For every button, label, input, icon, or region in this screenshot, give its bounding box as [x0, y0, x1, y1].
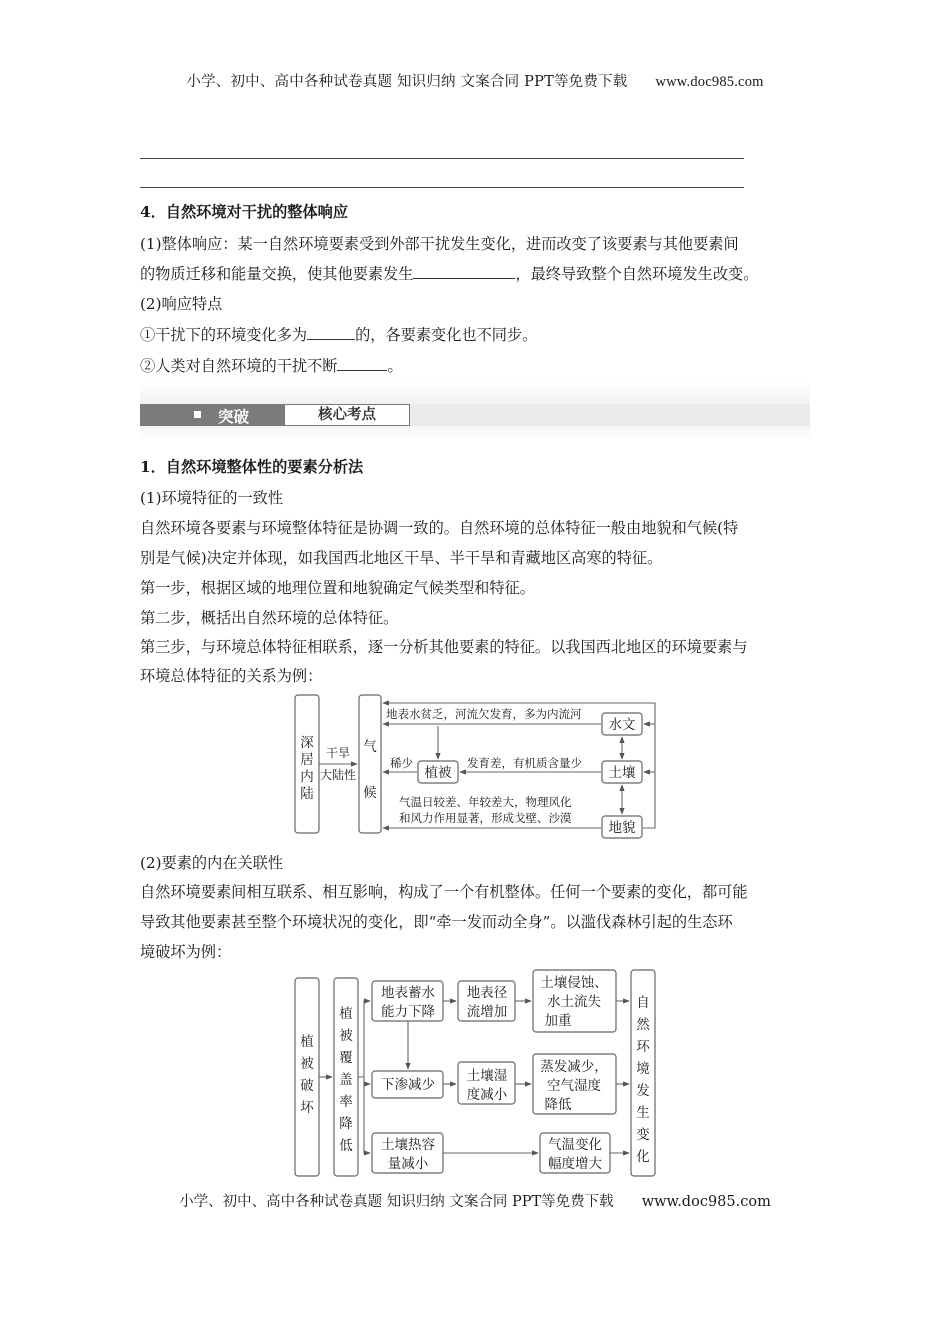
section1-para2-line3: 境破坏为例： [140, 943, 232, 961]
d2-c1-1: 土壤热容 [381, 1137, 435, 1153]
item4-p3 [140, 324, 537, 345]
section1-para1-line1: 自然环境各要素与环境整体特征是协调一致的。自然环境的总体特征一般由地貌和气候(特 [140, 519, 739, 537]
box-inland [295, 695, 319, 833]
hydro-label: 水文 [608, 717, 636, 733]
box-veg-destroy [295, 978, 319, 1176]
footer-text: 小学、初中、高中各种试卷真题 知识归纳 文案合同 PPT等免费下载 [179, 1194, 614, 1210]
box-erosion [533, 970, 616, 1032]
d2-a3-2: 水土流失 [547, 994, 601, 1010]
banner-right-label: 核心考点 [284, 404, 410, 426]
answer-line-2 [140, 187, 744, 188]
answer-line-1 [140, 158, 744, 159]
d2-b3-3: 降低 [544, 1097, 572, 1113]
d2-box2-6: 降 [339, 1116, 353, 1132]
item4-p2: (2)响应特点 [140, 295, 223, 313]
d2-a3-1: 土壤侵蚀、 [540, 975, 608, 991]
d2-a1-2: 能力下降 [381, 1004, 435, 1020]
item4-p4a: ②人类对自然环境的干扰不断 [140, 357, 338, 375]
d2-box2-2: 被 [339, 1028, 353, 1044]
section1-title: 1．自然环境整体性的要素分析法 [140, 458, 364, 476]
hydro-desc: 地表水贫乏，河流欠发育，多为内流河 [386, 707, 582, 721]
page-footer [0, 1190, 950, 1211]
d2-c1-2: 量减小 [387, 1156, 429, 1172]
d2-a1-1: 地表蓄水 [381, 985, 435, 1001]
d2-end-1: 自 [636, 995, 650, 1011]
header-text: 小学、初中、高中各种试卷真题 知识归纳 文案合同 PPT等免费下载 [186, 74, 628, 90]
box-temp-range [540, 1133, 610, 1173]
box-landform [602, 816, 642, 838]
box-humidity [533, 1054, 616, 1114]
arrow-label-dry: 干旱 [325, 746, 351, 760]
item4-p1-line2b: ，最终导致整个自然环境发生改变。 [515, 265, 759, 283]
section1-para2-line1: 自然环境要素间相互联系、相互影响，构成了一个有机整体。任何一个要素的变化，都可能 [140, 883, 748, 901]
d2-box2-1: 植 [339, 1006, 353, 1022]
d2-b2-1: 土壤湿 [466, 1068, 508, 1084]
arrow-outer-loop [383, 703, 655, 828]
box-runoff-increase [458, 981, 515, 1021]
d2-b2-2: 度减小 [466, 1087, 508, 1103]
landform-desc-2: 和风力作用显著，形成戈壁、沙漠 [399, 811, 572, 825]
d2-box1-4: 坏 [300, 1100, 314, 1116]
d2-arrow-2a [358, 1001, 370, 1077]
item4-p1-line2 [140, 263, 758, 284]
d2-a2-1: 地表径 [466, 985, 508, 1001]
soil-label: 土壤 [608, 765, 636, 781]
box-hydrology [602, 713, 642, 735]
section1-sub2: (2)要素的内在关联性 [140, 854, 284, 872]
box-heat-capacity [372, 1133, 443, 1173]
d2-a2-2: 流增加 [466, 1004, 508, 1020]
fill-blank-1[interactable] [413, 264, 515, 279]
d2-b3-1: 蒸发减少， [540, 1059, 608, 1075]
climate-char-1: 气 [363, 739, 377, 755]
section1-step2: 第二步，概括出自然环境的总体特征。 [140, 609, 399, 627]
landform-label: 地貌 [608, 820, 636, 836]
d2-box1-3: 破 [300, 1078, 314, 1094]
d2-c3-2: 幅度增大 [548, 1156, 602, 1172]
section1-step3-line1: 第三步，与环境总体特征相联系，逐一分析其他要素的特征。以我国西北地区的环境要素与 [140, 638, 748, 656]
box-storage-drop [372, 981, 443, 1021]
d2-box2-4: 盖 [339, 1072, 353, 1088]
d2-a3-3: 加重 [544, 1013, 572, 1029]
box-infiltration-drop [372, 1071, 443, 1098]
d2-b1-1: 下渗减少 [381, 1077, 435, 1093]
item4-title: 4．自然环境对干扰的整体响应 [140, 203, 349, 221]
d2-b3-2: 空气湿度 [547, 1078, 601, 1094]
d2-box2-3: 覆 [339, 1050, 353, 1066]
banner-dark-block [140, 404, 284, 426]
sparse-desc: 稀少 [390, 756, 413, 770]
item4-p4 [140, 355, 403, 376]
d2-box1-2: 被 [300, 1056, 314, 1072]
d2-box2-7: 低 [339, 1138, 353, 1154]
section-banner [140, 382, 810, 440]
d2-end-3: 环 [636, 1039, 650, 1055]
d2-end-2: 然 [636, 1017, 650, 1033]
item4-p1-line2a: 的物质迁移和能量交换，使其他要素发生 [140, 265, 414, 283]
item4-p3a: ①干扰下的环境变化多为 [140, 326, 308, 344]
box-coverage-drop [334, 978, 358, 1176]
section1-step1: 第一步，根据区域的地理位置和地貌确定气候类型和特征。 [140, 579, 535, 597]
section1-para1-line2: 别是气候)决定并体现，如我国西北地区干旱、半干旱和青藏地区高寒的特征。 [140, 549, 663, 567]
banner-left-label: 突破 [218, 408, 250, 426]
box-climate [359, 695, 381, 833]
item4-p4b: 。 [387, 357, 403, 375]
landform-desc-1: 气温日较差、年较差大，物理风化 [399, 795, 572, 809]
fill-blank-3[interactable] [337, 356, 387, 371]
item4-p3b: 的，各要素变化也不同步。 [355, 326, 538, 344]
d2-c3-1: 气温变化 [548, 1137, 602, 1153]
veg-label: 植被 [424, 765, 452, 781]
inland-char-3: 内 [300, 769, 314, 785]
section1-step3-line2: 环境总体特征的关系为例： [140, 667, 323, 685]
d2-box2-5: 率 [339, 1094, 353, 1110]
climate-char-2: 候 [363, 785, 377, 801]
d2-end-8: 化 [636, 1149, 650, 1165]
box-env-change [631, 970, 655, 1176]
inland-char-2: 居 [300, 752, 314, 768]
banner-square-icon [194, 411, 201, 418]
d2-box1-1: 植 [300, 1034, 314, 1050]
inland-char-4: 陆 [300, 786, 314, 802]
box-soil-moisture [458, 1062, 515, 1104]
header-url[interactable]: www.doc985.com [655, 74, 764, 90]
soil-desc: 发育差，有机质含量少 [467, 756, 582, 770]
box-vegetation [418, 761, 458, 783]
page-header [0, 70, 950, 91]
fill-blank-2[interactable] [307, 325, 355, 340]
d2-end-4: 境 [636, 1061, 650, 1077]
box-soil [602, 761, 642, 783]
d2-end-7: 变 [636, 1127, 650, 1143]
d2-end-5: 发 [636, 1083, 650, 1099]
inland-char-1: 深 [300, 735, 314, 751]
footer-url[interactable]: www.doc985.com [641, 1194, 771, 1210]
arrow-label-continental: 大陆性 [319, 768, 357, 782]
section1-sub1: (1)环境特征的一致性 [140, 489, 284, 507]
item4-p1-line1: (1)整体响应：某一自然环境要素受到外部干扰发生变化，进而改变了该要素与其他要素间 [140, 235, 739, 253]
section1-para2-line2: 导致其他要素甚至整个环境状况的变化，即“牵一发而动全身”。以滥伐森林引起的生态环 [140, 913, 733, 931]
d2-end-6: 生 [636, 1105, 650, 1121]
d2-arrow-2c [364, 1077, 370, 1153]
